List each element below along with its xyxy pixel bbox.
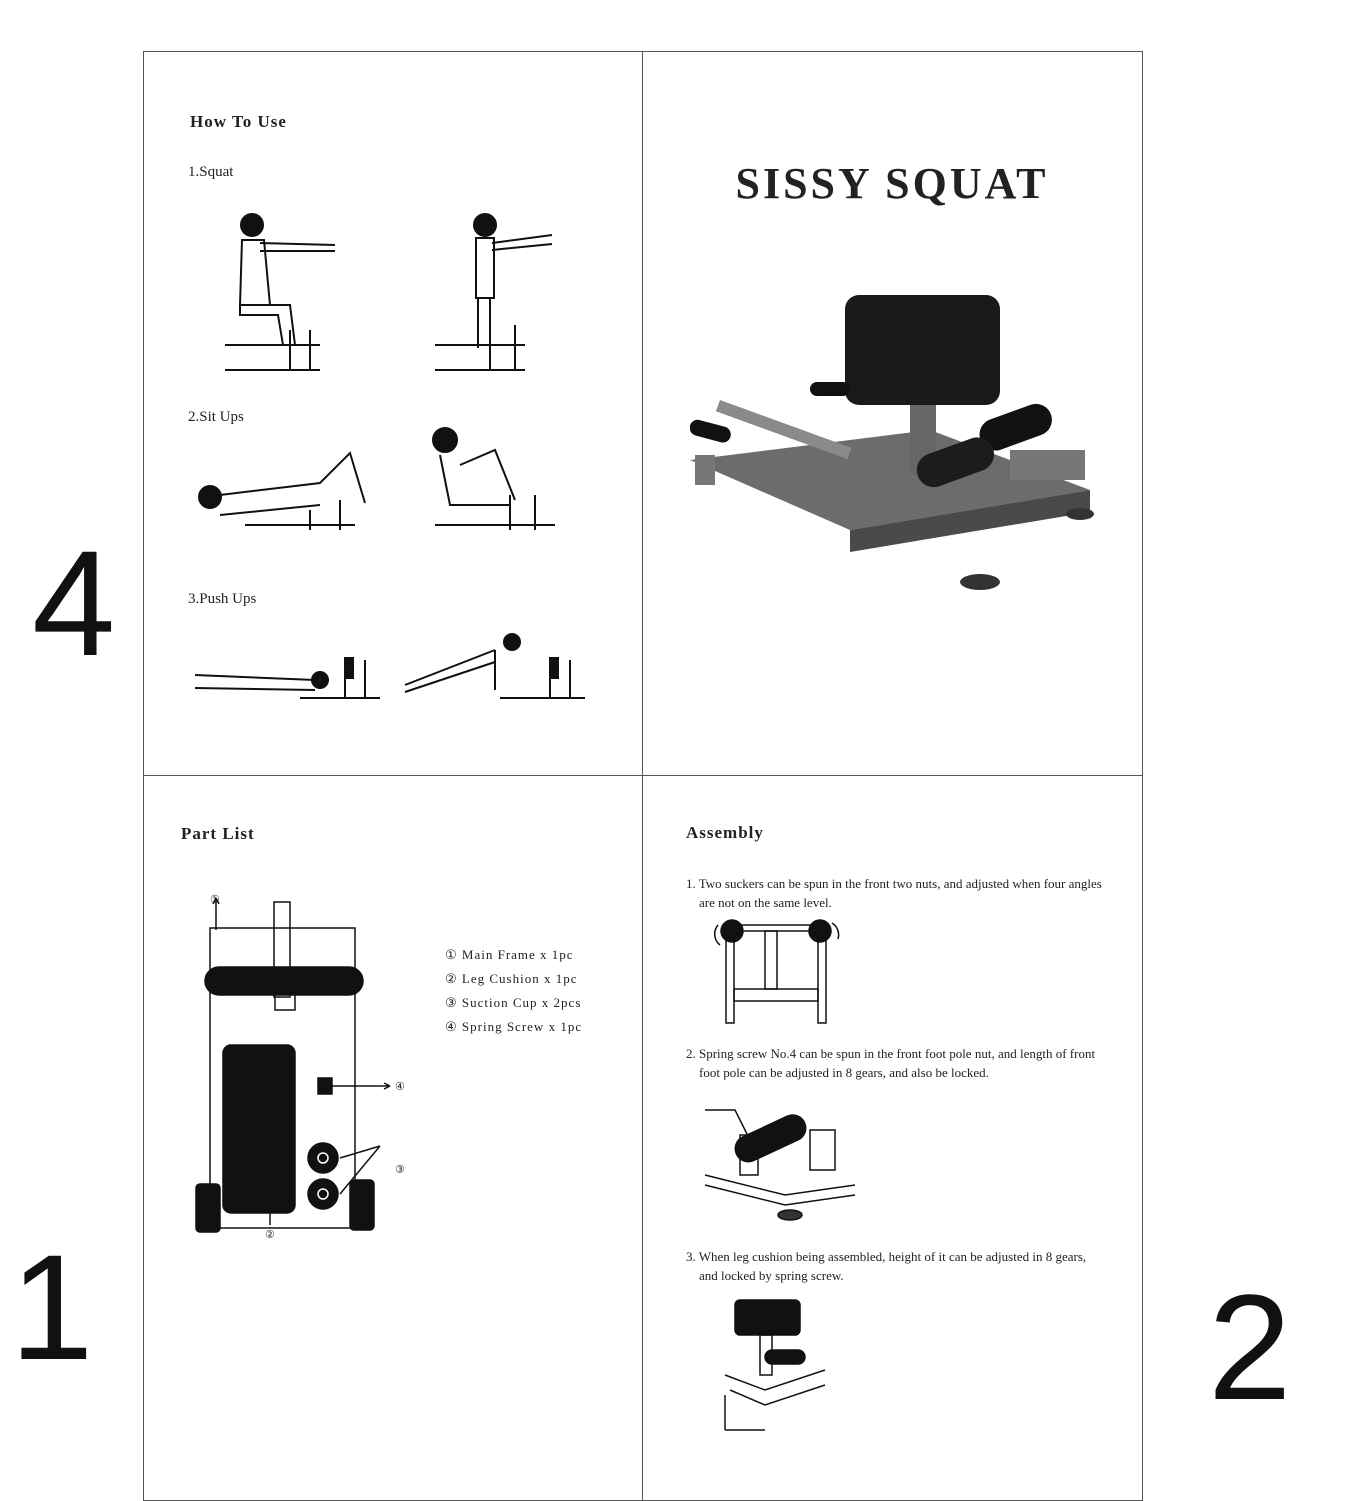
callout-2: ②	[265, 1229, 275, 1241]
page-number-4: 4	[32, 519, 116, 687]
product-title: SISSY SQUAT	[735, 159, 1049, 208]
step-1-diagram	[710, 915, 850, 1025]
part-item: ④ Spring Screw x 1pc	[445, 1019, 583, 1034]
part-item: ③ Suction Cup x 2pcs	[445, 995, 582, 1010]
page-number-1: 1	[10, 1223, 94, 1391]
squat-illustration	[220, 205, 580, 375]
product-photo	[690, 290, 1100, 595]
assembly-heading: Assembly	[686, 823, 764, 842]
parts-list	[445, 947, 582, 1043]
part-list-heading: Part List	[181, 824, 255, 843]
part-item: ② Leg Cushion x 1pc	[445, 971, 578, 986]
push-ups-illustration	[190, 630, 590, 705]
callout-4: ④	[395, 1081, 405, 1093]
callout-3: ③	[395, 1164, 405, 1176]
step-3-diagram	[720, 1295, 830, 1435]
callout-1: ①	[210, 894, 220, 906]
part-item: ① Main Frame x 1pc	[445, 947, 574, 962]
assembly-step-1: 1. Two suckers can be spun in the front two nuts, and adjusted when four angles are not on the same level.	[686, 876, 1102, 910]
push-ups-label: 3.Push Ups	[188, 591, 257, 607]
assembly-step-3: 3. When leg cushion being assembled, height of it can be adjusted in 8 gears, and locked by spring screw.	[686, 1249, 1087, 1283]
sit-ups-illustration	[190, 425, 570, 540]
page-number-2: 2	[1208, 1263, 1292, 1431]
sit-ups-label: 2.Sit Ups	[188, 409, 244, 425]
how-to-use-heading: How To Use	[190, 112, 287, 131]
squat-label: 1.Squat	[188, 164, 234, 180]
assembly-step-2: 2. Spring screw No.4 can be spun in the front foot pole nut, and length of front foot pole can be adjusted in 8 gears, and also be locked.	[686, 1046, 1096, 1080]
step-2-diagram	[700, 1100, 860, 1225]
part-list-diagram	[190, 890, 420, 1245]
